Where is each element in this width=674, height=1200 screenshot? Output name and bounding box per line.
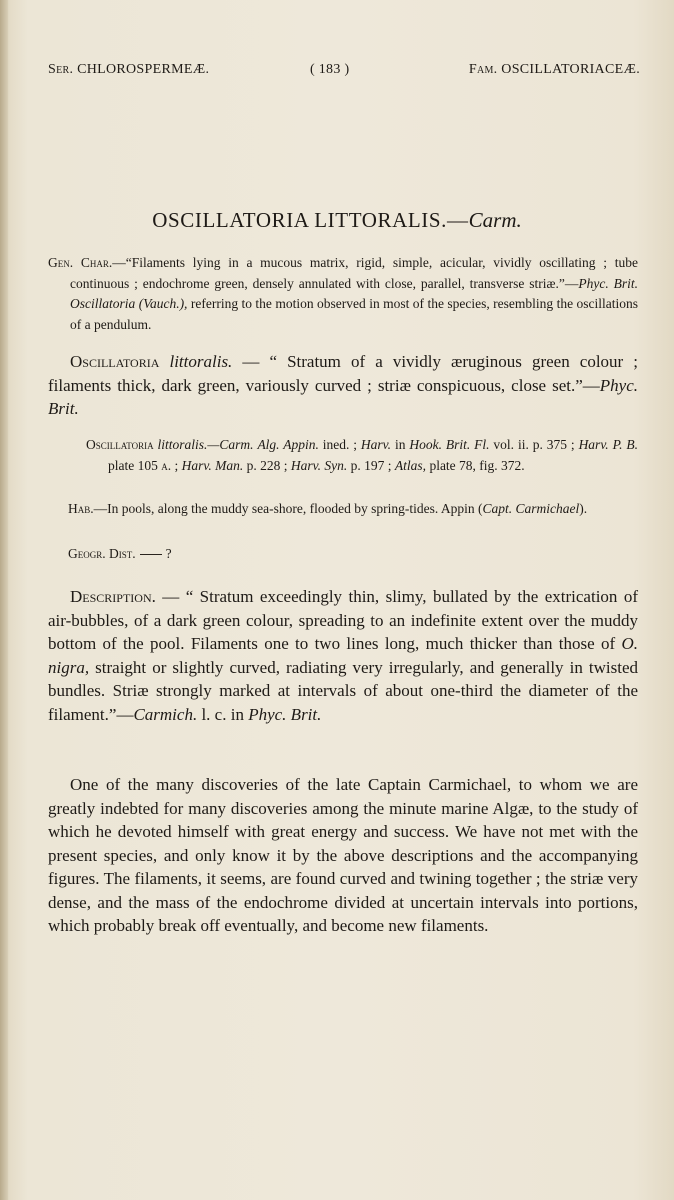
gen-char-reference: Phyc. Brit. [578,275,639,291]
diagnosis-species: littoralis. [169,352,233,371]
habitat-text: —In pools, along the muddy sea-shore, flooded by spring-tides. Appin ( [93,501,483,516]
synonymy-ref: Harv. Syn. [290,457,348,473]
species-diagnosis [48,350,638,421]
title-main: OSCILLATORIA LITTORALIS.— [152,208,469,232]
page-number: ( 183 ) [310,62,350,77]
habitat-text-end: ). [579,501,588,516]
synonymy-ref: Atlas, [394,457,427,473]
description-species-ref: O. nigra, [48,634,638,677]
diagnosis-genus: Oscillatoria [70,352,160,371]
description-author: Carmich. [133,704,198,724]
commentary: One of the many discoveries of the late Captain Carmichael, to whom we are greatly indebted for many discoveries among the minute marine Algæ, to the study of which he devoted himself with great energy and success. We have not met with the present species, and only know it by the above descriptions and the accompanying figures. The filaments, it seems, are found curved and twining together ; the striæ very dense, and the mass of the endochrome divided at uncertain intervals into portions, which probably break off eventually, and become new filaments. [48,775,638,935]
synonymy-genus: Oscillatoria [86,437,154,452]
synonymy-ref: Alg. Appin. [257,437,319,452]
synonymy-text: plate 105 [108,457,162,473]
habitat [48,499,638,520]
series-label: Ser. [48,62,74,77]
family-name: OSCILLATORIACEÆ. [501,62,640,77]
diagnosis-text: — “ Stratum of a vividly æruginous green colour ; filaments thick, dark green, variously curved ; striæ conspicuous, close set.”— [48,352,639,395]
synonymy-species: littoralis.—Carm. [157,437,254,452]
gen-char-text-end: referring to the motion observed in most of the species, resembling the oscillations of a pendulum. [70,296,639,332]
synonymy-ref: Harv. Man. [181,457,244,473]
page-binding-edge [0,0,8,1200]
synonymy-text: plate 78, fig. 372. [426,457,525,473]
habitat-label: Hab. [68,501,94,516]
running-head-family [469,62,640,78]
description-reference: Phyc. Brit. [248,704,322,724]
synonymy-text: p. 228 ; [243,457,291,473]
geogr-dash [140,554,162,555]
synonymy-text: ; [171,457,182,473]
series-name: CHLOROSPERMEÆ. [77,62,210,77]
gen-char-authority: (Vauch.), [138,296,188,311]
description-text: straight or slightly curved, radiating very irregularly, and generally in twisted bundles. Striæ strongly marked at intervals of about one-third the diameter of the filament.”— [48,657,638,724]
synonymy-text: in [391,437,410,452]
synonymy-text: vol. ii. p. 375 ; [489,437,579,452]
synonymy-text: p. 197 ; [347,457,395,473]
geogr-value: ? [165,546,172,561]
running-head-series [48,62,209,78]
gen-char-genus: Oscillatoria [70,296,136,311]
description-label: Description. [70,587,156,606]
description [48,585,638,726]
title-authority: Carm. [468,208,522,232]
family-label: Fam. [468,62,498,77]
habitat-collector: Capt. Carmichael [482,501,580,516]
gen-char-label: Gen. Char. [48,255,113,270]
page-title [0,208,674,233]
synonymy-text: ined. ; [318,437,361,452]
synonymy-ref: Harv. [360,437,392,452]
diagnosis-reference: Phyc. Brit. [48,375,638,418]
synonymy-ref: Harv. P. B. [578,437,638,452]
synonymy-text: a. [161,457,172,473]
synonymy [86,435,638,476]
synonymy-ref: Hook. Brit. Fl. [409,437,490,452]
running-head [48,62,640,82]
description-text: — “ Stratum exceedingly thin, slimy, bullated by the extrication of air-bubbles, of a dark green colour, spreading to an indefinite extent over the muddy bottom of the pool. Filaments one to two lines long, much thicker than those of [48,587,638,653]
gen-char-text: —“Filaments lying in a mucous matrix, rigid, simple, acicular, vividly oscillating ; tube continuous ; endochrome green, densely annulated with close, parallel, transverse striæ.”— [70,255,638,291]
description-text: l. c. in [197,704,249,724]
geographic-distribution [68,544,172,564]
generic-character [48,253,638,335]
geogr-label: Geogr. Dist. [68,546,136,561]
